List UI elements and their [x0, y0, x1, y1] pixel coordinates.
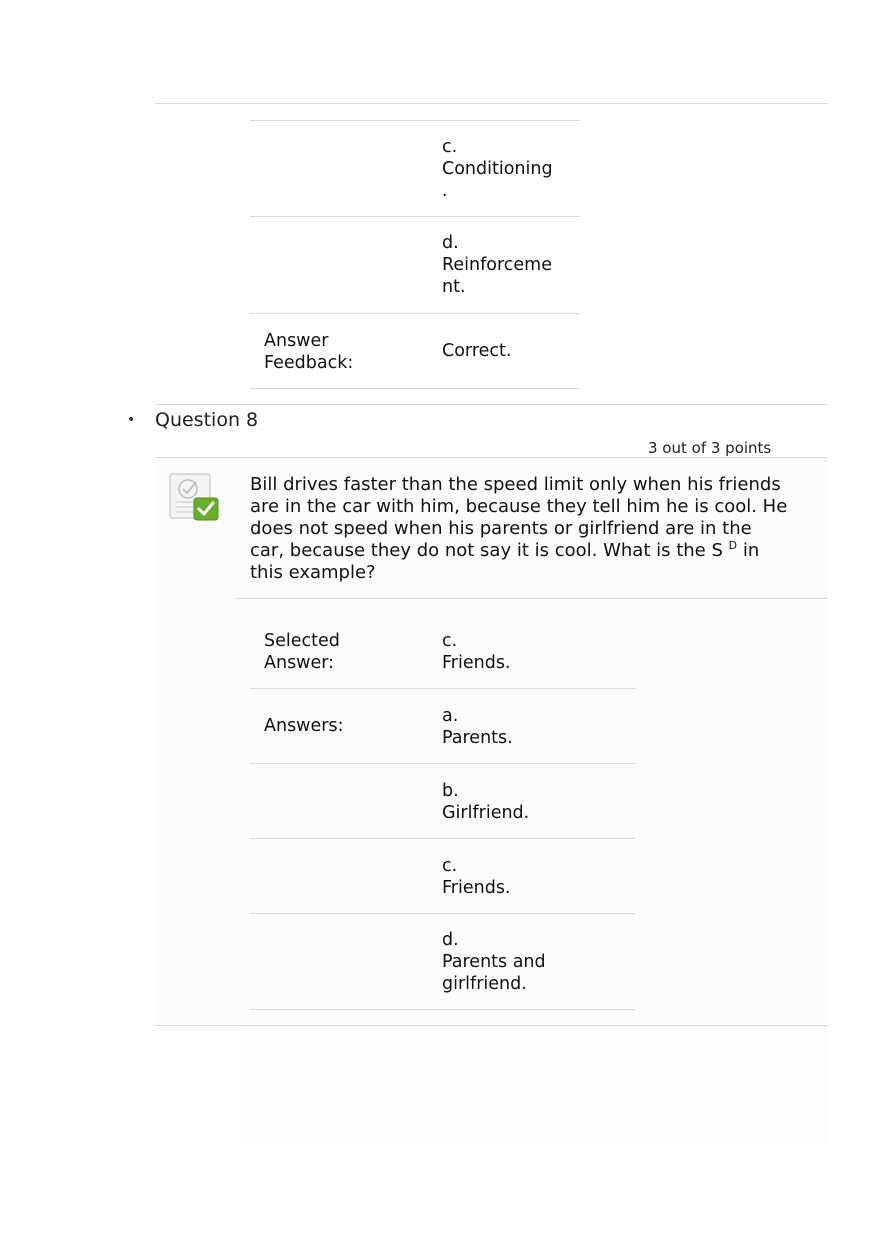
correct-check-icon [167, 472, 221, 524]
divider [250, 763, 636, 764]
selected-answer-label: Selected Answer: [264, 631, 340, 673]
divider [250, 688, 636, 689]
answer-feedback-value: Correct. [442, 341, 512, 361]
divider [250, 838, 636, 839]
answer-option-b: b. Girlfriend. [442, 781, 530, 823]
divider [250, 216, 580, 217]
answer-option-a: a. Parents. [442, 706, 513, 748]
answer-feedback-label: Answer Feedback: [264, 331, 354, 373]
divider [250, 313, 580, 314]
selected-answer-value: c. Friends. [442, 631, 511, 673]
question-points: 3 out of 3 points [648, 439, 772, 457]
question-prompt: Bill drives faster than the speed limit only when his friends are in the car with him, because they tell him he is cool. He does not speed when his parents or girlfriend are in the car, because they do not say it is cool. What is the S $^D$ in this example? [250, 474, 788, 583]
divider [155, 103, 828, 104]
lower-panel [240, 1026, 828, 1146]
divider [250, 388, 580, 389]
answer-option-c: c. Friends. [442, 856, 511, 898]
superscript-d: D [728, 539, 738, 552]
divider [250, 1009, 636, 1010]
answer-option-c: c. Conditioning . [442, 137, 553, 201]
divider [235, 598, 828, 599]
divider [250, 120, 580, 121]
divider [250, 913, 636, 914]
answer-option-d: d. Parents and girlfriend. [442, 930, 546, 994]
question-title: Question 8 [155, 409, 259, 431]
answers-label: Answers: [264, 716, 344, 736]
list-bullet: • [127, 412, 136, 428]
divider [155, 404, 828, 405]
answer-option-d: d. Reinforceme nt. [442, 233, 552, 297]
divider [155, 457, 828, 458]
divider [155, 1025, 828, 1026]
